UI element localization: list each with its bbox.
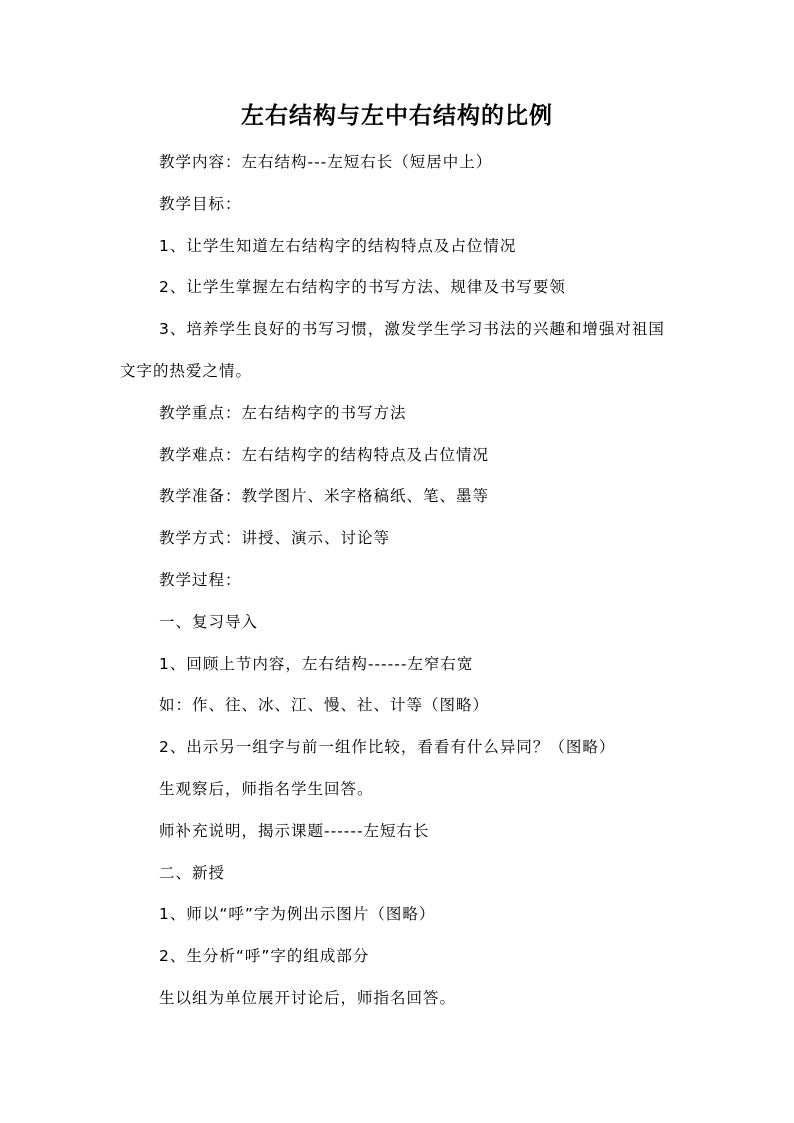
paragraph-process-heading: 教学过程：	[159, 570, 242, 589]
section-new-lesson-heading: 二、新授	[159, 863, 226, 882]
paragraph-goal-1: 1、让学生知道左右结构字的结构特点及占位情况	[159, 236, 517, 255]
paragraph-review-2: 2、出示另一组字与前一组作比较，看看有什么异同？（图略）	[159, 738, 616, 757]
paragraph-group-discussion: 生以组为单位展开讨论后，师指名回答。	[159, 988, 457, 1007]
paragraph-difficulty: 教学难点：左右结构字的结构特点及占位情况	[159, 445, 490, 464]
paragraph-teaching-content: 教学内容：左右结构---左短右长（短居中上）	[159, 153, 493, 171]
document-title: 左右结构与左中右结构的比例	[241, 102, 553, 129]
paragraph-new-1: 1、师以“呼”字为例出示图片（图略）	[159, 905, 436, 924]
paragraph-goal-3: 3、培养学生良好的书写习惯，激发学生学习书法的兴趣和增强对祖国文字的热爱之情。	[120, 320, 665, 380]
paragraph-new-2: 2、生分析“呼”字的组成部分	[159, 947, 370, 966]
document-body	[120, 142, 680, 1020]
paragraph-teacher-explain: 师补充说明，揭示课题------左短右长	[159, 821, 430, 840]
paragraph-key-point: 教学重点：左右结构字的书写方法	[159, 403, 407, 422]
paragraph-student-observe: 生观察后，师指名学生回答。	[159, 779, 374, 798]
paragraph-review-1: 1、回顾上节内容，左右结构------左窄右宽	[159, 654, 474, 673]
paragraph-goal-2: 2、让学生掌握左右结构字的书写方法、规律及书写要领	[159, 278, 566, 297]
paragraph-preparation: 教学准备：教学图片、米字格稿纸、笔、墨等	[159, 487, 490, 506]
paragraph-teaching-goals-heading: 教学目标：	[159, 194, 242, 213]
paragraph-method: 教学方式：讲授、演示、讨论等	[159, 529, 391, 548]
section-review-heading: 一、复习导入	[159, 612, 259, 631]
paragraph-review-examples: 如：作、往、冰、江、慢、社、计等（图略）	[159, 696, 490, 715]
